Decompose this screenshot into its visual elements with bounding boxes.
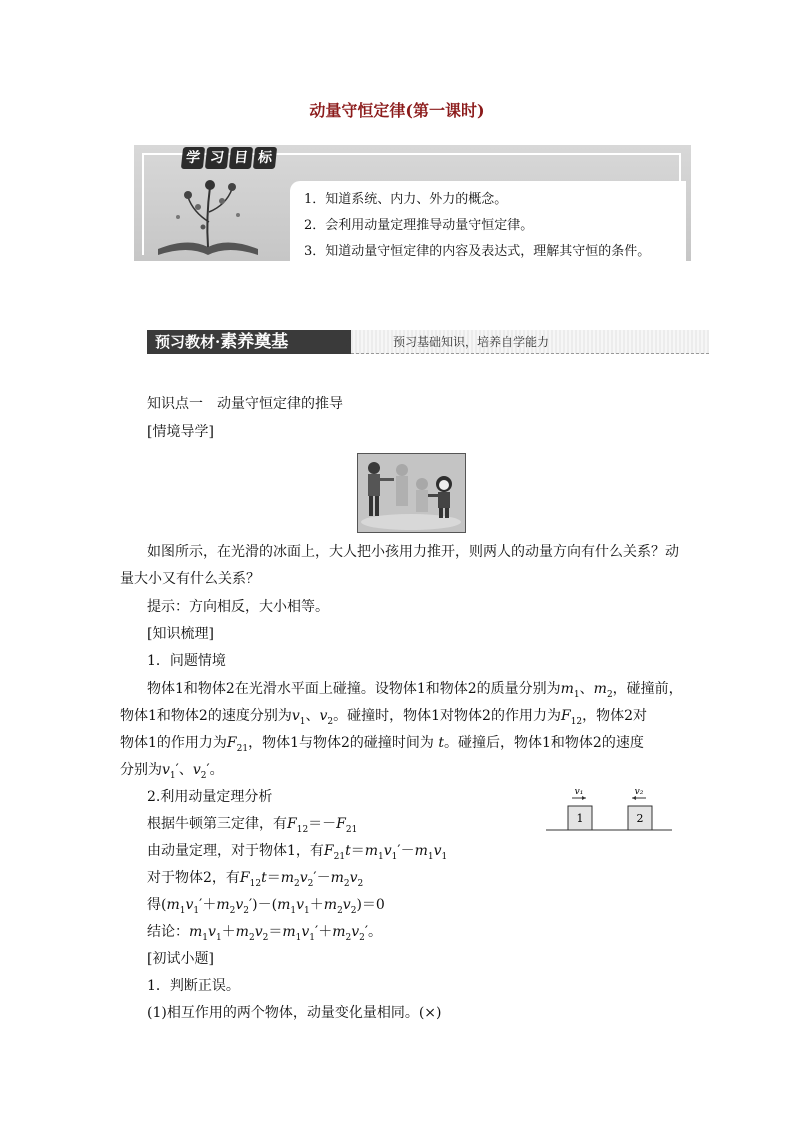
block-2-label: 2: [636, 812, 644, 825]
goal-item: 2．会利用动量定理推导动量守恒定律。: [304, 218, 534, 233]
v1-label: v₁: [574, 787, 584, 797]
derived-equation: 得$(m_1v_1'+m_2v_2')-(m_1v_1+m_2v_2)=0$: [147, 897, 385, 916]
question-line-2: 量大小又有什么关系？: [120, 571, 260, 587]
hint-text: 提示：方向相反，大小相等。: [147, 599, 329, 615]
knowledge-point-heading: 知识点一 动量守恒定律的推导: [147, 396, 343, 412]
momentum-theorem-2: 对于物体2，有$F_{12}t=m_2v_2'-m_2v_2$: [147, 870, 364, 889]
badge-char: 目: [229, 147, 253, 169]
learning-goals-box: [134, 145, 691, 261]
question-line-1: 如图所示，在光滑的冰面上，大人把小孩用力推开，则两人的动量方向有什么关系？动: [147, 544, 679, 560]
situation-label: [情境导学]: [147, 424, 214, 440]
momentum-theorem-1: 由动量定理，对于物体1，有$F_{21}t=m_1v_1'-m_1v_1$: [147, 843, 448, 862]
judge-heading: 1．判断正误。: [147, 978, 240, 994]
section-subtitle: 预习基础知识，培养自学能力: [393, 335, 550, 349]
goals-list: [290, 181, 686, 261]
book-plant-illustration: [148, 167, 268, 259]
goal-item: 1．知道系统、内力、外力的概念。: [304, 192, 508, 207]
goal-item: 3．知道动量守恒定律的内容及表达式，理解其守恒的条件。: [304, 244, 651, 259]
block-1-label: 1: [576, 812, 584, 825]
paragraph-line-3: 物体1的作用力为$F_{21}$，物体1与物体2的碰撞时间为 t。碰撞后，物体1和物体2的速度: [120, 735, 644, 754]
paragraph-line-1: 物体1和物体2在光滑水平面上碰撞。设物体1和物体2的质量分别为$m_1$、$m_2$，碰撞前，: [147, 681, 683, 700]
newton-law-line: 根据牛顿第三定律，有$F_{12}=-F_{21}$: [147, 816, 358, 835]
section-title: 预习教材·素养奠基: [147, 330, 351, 354]
paragraph-line-4: 分别为$v_1'$、$v_2'$。: [120, 762, 224, 781]
step-2-heading: 2.利用动量定理分析: [147, 789, 273, 805]
badge-char: 学: [181, 147, 205, 169]
judge-item-1: (1)相互作用的两个物体，动量变化量相同。(×): [147, 1005, 442, 1021]
section-bar: [147, 330, 709, 354]
badge-char: 习: [205, 147, 229, 169]
collision-diagram: [546, 786, 672, 832]
badge-char: 标: [253, 147, 277, 169]
step-1-heading: 1．问题情境: [147, 653, 226, 669]
v2-label: v₂: [634, 787, 644, 797]
review-label: [知识梳理]: [147, 626, 214, 642]
section-subtitle-bar: [351, 330, 709, 354]
ice-skating-photo: [357, 453, 466, 533]
trial-label: [初试小题]: [147, 951, 214, 967]
conclusion-line: 结论：$m_1v_1+m_2v_2=m_1v_1'+m_2v_2'$。: [147, 924, 383, 943]
paragraph-line-2: 物体1和物体2的速度分别为$v_1$、$v_2$。碰撞时，物体1对物体2的作用力为$F_{12}$，物体2对: [120, 708, 648, 727]
page-title: 动量守恒定律(第一课时): [309, 101, 485, 120]
